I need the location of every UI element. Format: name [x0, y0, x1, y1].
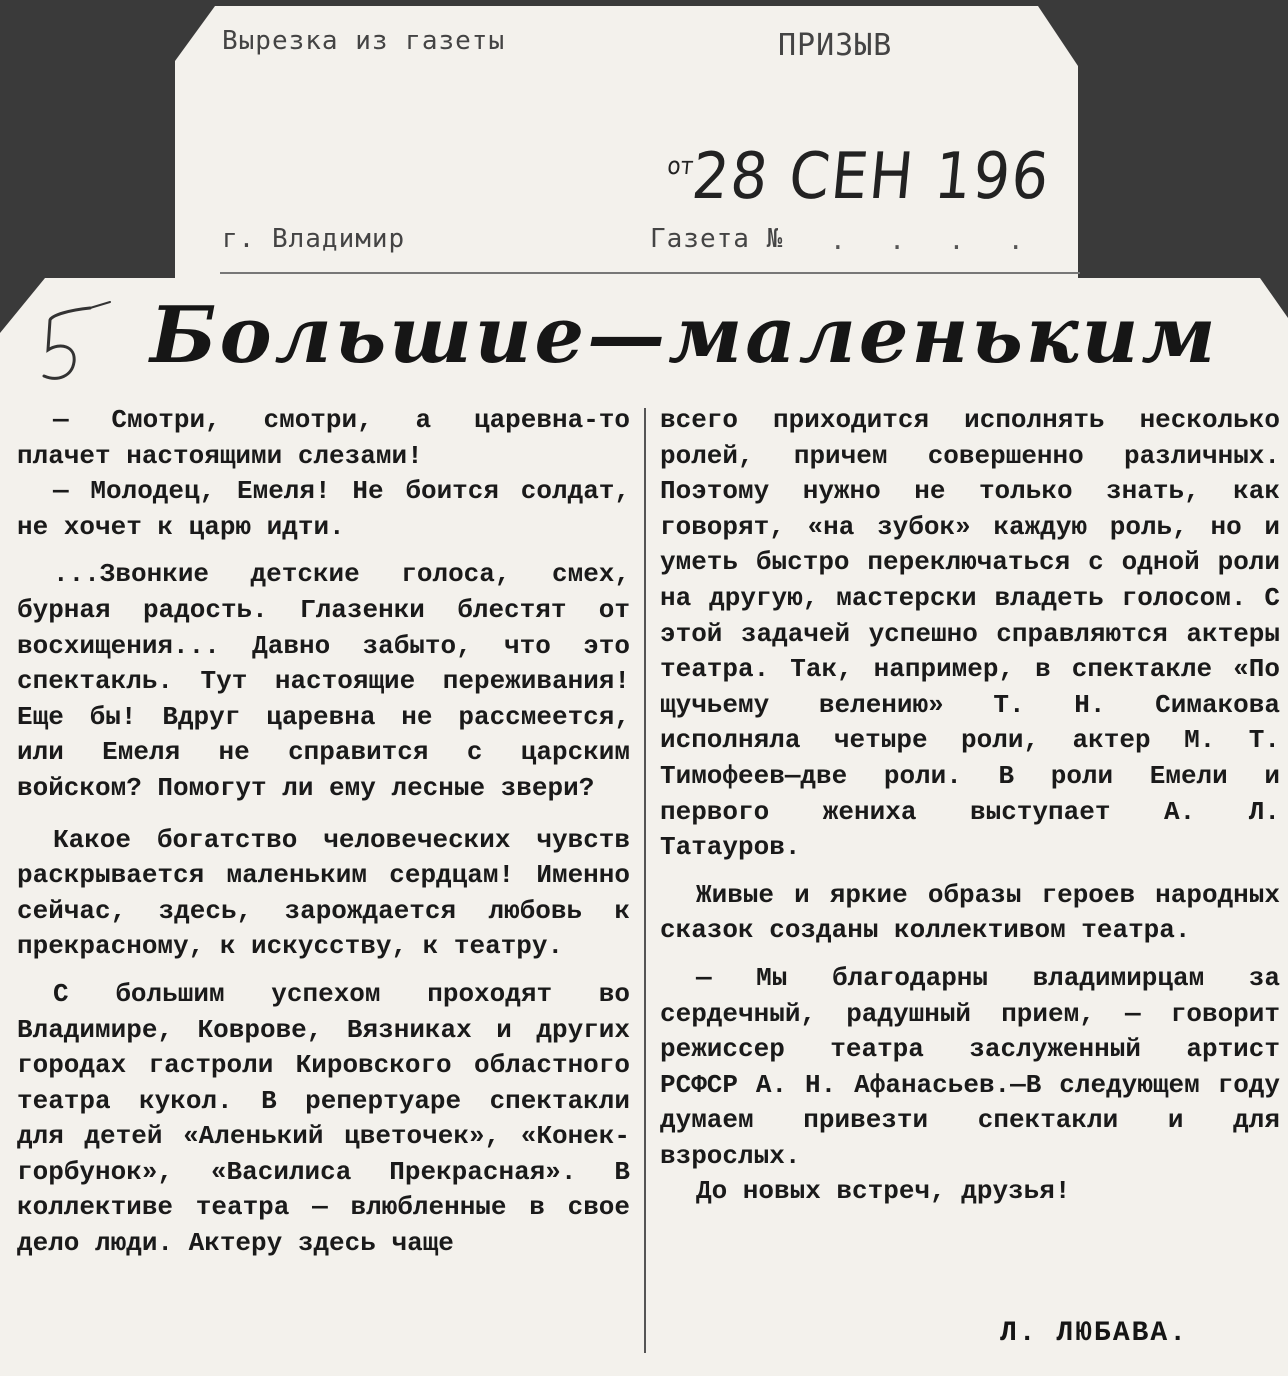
clip-label: Вырезка из газеты	[222, 26, 506, 56]
paragraph: — Молодец, Емеля! Не боится солдат, не хочет к царю идти.	[17, 476, 630, 542]
paragraph: — Мы благодарны владимирцам за сердечный, радушный прием, — говорит режиссер театра заслуженный артист РСФСР А. Н. Афанасьев.—В следующем году думаем привезти спектакли и для взрослых.	[660, 962, 1280, 1171]
paragraph: ...Звонкие детские голоса, смех, бурная радость. Глазенки блестят от восхищения... Давно забыто, что это спектакль. Тут настоящие переживания! Еще бы! Вдруг царевна не рассмеется, или Емеля не справится с царским войском? Помогут ли ему лесные звери?	[17, 559, 630, 803]
article-headline: Большие—маленьким	[150, 290, 1219, 381]
paragraph: Какое богатство человеческих чувств раскрывается маленьким сердцам! Именно сейчас, здесь, зарождается любовь к прекрасному, к искусству, к театру.	[17, 824, 630, 962]
paragraph: всего приходится исполнять несколько ролей, причем совершенно различных. Поэтому нужно не только знать, как говорят, «на зубок» каждую роль, но и уметь быстро переключаться с одной роли на другую, мастерски владеть голосом. С этой задачей успешно справляются актеры театра. Так, например, в спектакле «По щучьему велению» Т. Н. Симакова исполняла четыре роли, актер М. Т. Тимофеев—две роли. В роли Емели и первого жениха выступает А. Л. Татауров.	[660, 405, 1280, 863]
article-author: Л. ЛЮБАВА.	[1000, 1318, 1189, 1349]
article-right-column	[660, 403, 1280, 1210]
column-divider	[644, 408, 646, 1353]
date-stamp	[663, 140, 1054, 214]
date-prefix: от	[666, 152, 695, 180]
paragraph: С большим успехом проходят во Владимире, Коврове, Вязниках и других городах гастроли Кировского областного театра кукол. В репертуаре спектакли для детей «Аленький цветочек», «Конек-горбунок», «Василиса Прекрасная». В коллективе театра — влюбленные в свое дело люди. Актеру здесь чаще	[17, 978, 630, 1259]
gazette-number-dots: . . . .	[830, 226, 1038, 256]
header-divider	[220, 272, 1080, 274]
paragraph: — Смотри, смотри, а царевна-то плачет настоящими слезами!	[17, 405, 630, 471]
paragraph: Живые и яркие образы героев народных сказок созданы коллективом театра.	[660, 879, 1280, 946]
gazette-number-label: Газета №	[650, 224, 784, 254]
newspaper-name: ПРИЗЫВ	[778, 28, 893, 63]
handwritten-mark	[30, 290, 120, 390]
city-label: г. Владимир	[222, 224, 406, 254]
paragraph: До новых встреч, друзья!	[696, 1176, 1071, 1207]
date-value: 28 СЕН 196	[688, 140, 1054, 214]
article-left-column	[17, 403, 630, 1262]
